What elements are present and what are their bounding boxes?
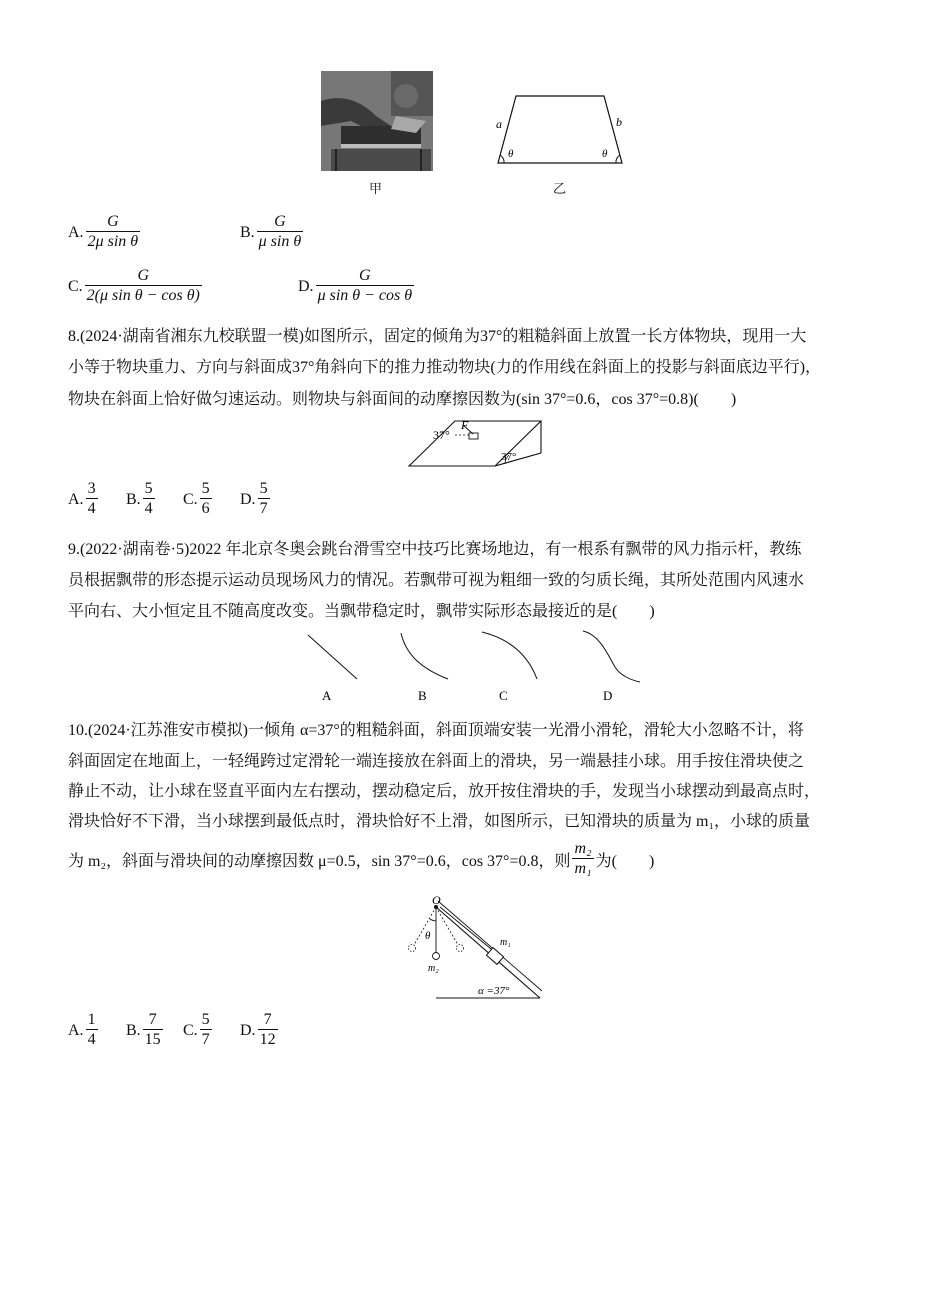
- q7-d-numerator: G: [359, 267, 371, 284]
- q10-fig-m1: m₁: [500, 937, 511, 948]
- q7-option-d[interactable]: D. $\frac{G}{\text{μ sin θ − cos θ}}$: [298, 267, 413, 304]
- trapezoid-caption: 乙: [553, 181, 567, 196]
- q8-option-d[interactable]: D. $\frac{5}{7}$: [240, 480, 268, 517]
- q9-line-3: 平向右、大小恒定且不随高度改变。当飘带稳定时，飘带实际形态最接近的是( ): [68, 603, 655, 620]
- q8-fig-force: F: [461, 418, 469, 432]
- q7-b-numerator: G: [274, 213, 286, 230]
- q8-line-3: 物块在斜面上恰好做匀速运动。则物块与斜面间的动摩擦因数为(sin 37°=0.6，cos 37°=0.8)( ): [68, 391, 737, 408]
- q10-option-d[interactable]: D. $\frac{7}{12}$: [240, 1011, 276, 1048]
- ribbon-shape-c: [482, 632, 537, 679]
- ribbon-shape-d: [583, 631, 640, 682]
- q7-option-a[interactable]: A. $\frac{G}{\text{2μ sin θ}}$: [68, 213, 139, 250]
- q7-option-c[interactable]: C. $\frac{G}{\text{2(μ sin θ − cos θ)}}$: [68, 267, 200, 304]
- trapezoid-theta-left: θ: [508, 148, 514, 160]
- q7-c-denominator: 2(μ sin θ − cos θ): [86, 287, 200, 304]
- q8-option-b[interactable]: B. $\frac{5}{4}$: [126, 480, 153, 517]
- q9-ribbon-figure: [300, 625, 650, 705]
- q8-line-2: 小等于物块重力、方向与斜面成37°角斜向下的推力推动物块(力的作用线在斜面上的投影与斜面底边平行)，: [68, 359, 822, 376]
- q10-line-1: 10.(2024·江苏淮安市模拟)一倾角 α=37°的粗糙斜面，斜面顶端安装一光滑小滑轮，滑轮大小忽略不计，将: [68, 722, 804, 739]
- q7-b-denominator: μ sin θ: [258, 233, 302, 250]
- trapezoid-figure: [490, 90, 630, 170]
- q7-c-numerator: G: [137, 267, 150, 284]
- q10-ratio-denominator: m₁: [574, 860, 592, 877]
- q10-line-5: 为 m₂，斜面与滑块间的动摩擦因数 μ=0.5，sin 37°=0.6，cos 37°=0.8，则 $\frac{\text{m₂}}{\text{m₁}}$ 为( ): [68, 840, 655, 877]
- q8-option-c[interactable]: C. $\frac{5}{6}$: [183, 480, 210, 517]
- photo-figure: [321, 71, 433, 171]
- q8-line-1: 8.(2024·湖南省湘东九校联盟一模)如图所示，固定的倾角为37°的粗糙斜面上放置一长方体物块，现用一大: [68, 328, 807, 345]
- q10-option-b[interactable]: B. $\frac{7}{15}$: [126, 1011, 161, 1048]
- ribbon-label-d: D: [603, 688, 613, 703]
- q10-ratio-numerator: m₂: [574, 840, 592, 857]
- q10-pulley-figure: [400, 895, 550, 1003]
- trapezoid-theta-right: θ: [602, 148, 608, 160]
- photo-sketch: [321, 71, 433, 171]
- q10-option-a[interactable]: A. $\frac{1}{4}$: [68, 1011, 96, 1048]
- ribbon-label-a: A: [322, 688, 332, 703]
- q10-option-c[interactable]: C. $\frac{5}{7}$: [183, 1011, 210, 1048]
- q10-line-3: 静止不动，让小球在竖直平面内左右摆动，摆动稳定后，放开按住滑块的手，发现当小球摆动到最高点时，: [68, 783, 821, 800]
- q7-a-numerator: G: [107, 213, 119, 230]
- q7-a-denominator: 2μ sin θ: [87, 233, 139, 250]
- q8-option-a[interactable]: A. $\frac{3}{4}$: [68, 480, 96, 517]
- ribbon-label-b: B: [418, 688, 427, 703]
- q8-fig-angle-2: 37°: [501, 451, 517, 463]
- q7-option-b[interactable]: B. $\frac{G}{\text{μ sin θ}}$: [240, 213, 302, 250]
- q10-fig-m2: m₂: [428, 963, 439, 974]
- q7-d-denominator: μ sin θ − cos θ: [317, 287, 413, 304]
- q10-fig-o: O: [432, 895, 441, 907]
- ribbon-shape-a: [308, 635, 357, 679]
- ribbon-label-c: C: [499, 688, 508, 703]
- trapezoid-label-b: b: [616, 115, 622, 129]
- photo-caption: 甲: [369, 181, 383, 196]
- q10-line-2: 斜面固定在地面上，一轻绳跨过定滑轮一端连接放在斜面上的滑块，另一端悬挂小球。用手按住滑块使之: [68, 753, 805, 770]
- ribbon-shape-b: [401, 633, 448, 679]
- q9-line-2: 员根据飘带的形态提示运动员现场风力的情况。若飘带可视为粗细一致的匀质长绳，其所处范围内风速水: [68, 572, 805, 589]
- trapezoid-label-a: a: [496, 117, 502, 131]
- q9-line-1: 9.(2022·湖南卷·5)2022 年北京冬奥会跳台滑雪空中技巧比赛场地边，有一根系有飘带的风力指示杆，教练: [68, 541, 802, 558]
- q10-fig-alpha: α =37°: [478, 985, 510, 997]
- q8-fig-angle-1: 37°: [433, 428, 450, 442]
- q8-incline-figure: [405, 415, 550, 470]
- q10-fig-theta: θ: [425, 930, 431, 942]
- q10-line-4: 滑块恰好不下滑，当小球摆到最低点时，滑块恰好不上滑，如图所示，已知滑块的质量为 m₁，小球的质量: [68, 813, 811, 830]
